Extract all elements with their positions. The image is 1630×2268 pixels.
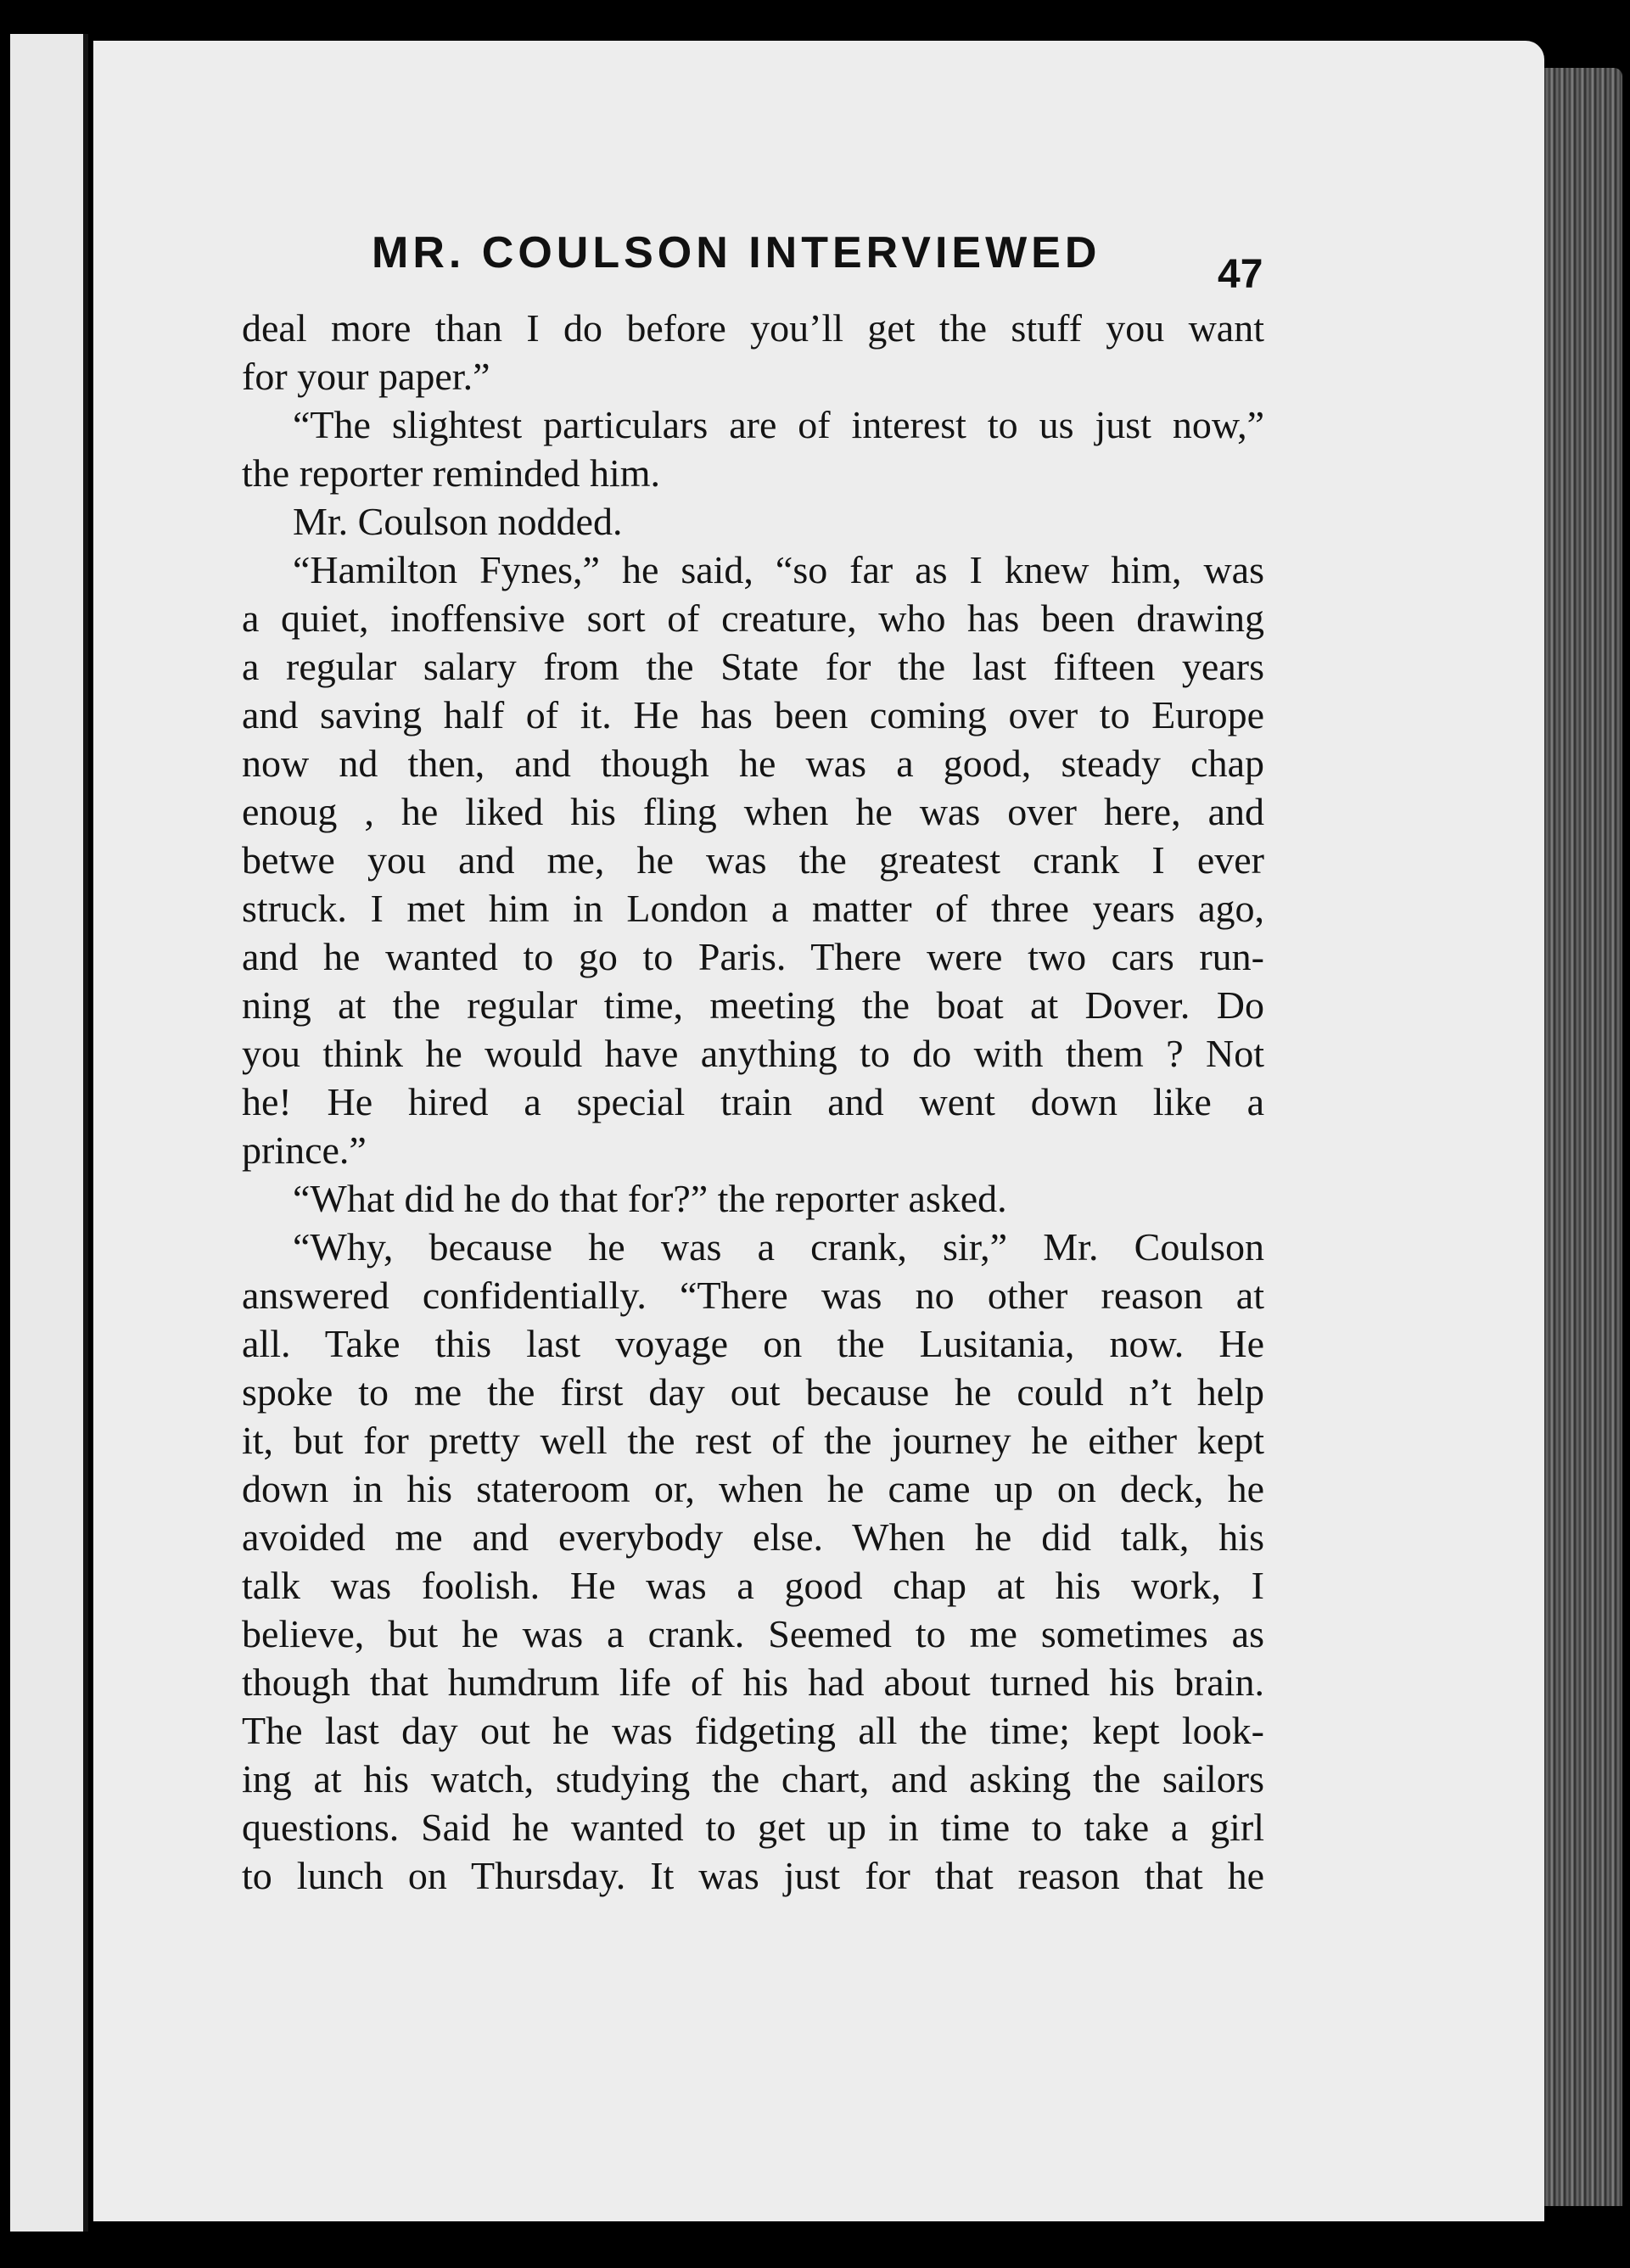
text-line: believe, but he was a crank. Seemed to me sometimes as xyxy=(242,1612,1264,1655)
running-head: MR. COULSON INTERVIEWED xyxy=(372,228,1101,277)
text-line: now nd then, and though he was a good, steady chap xyxy=(242,742,1264,785)
text-line: deal more than I do before you’ll get the stuff you want xyxy=(242,306,1264,350)
text-line: “The slightest particulars are of interest to us just now,” xyxy=(293,403,1264,446)
text-line: The last day out he was fidgeting all the time; kept look- xyxy=(242,1709,1264,1752)
facing-page-edge xyxy=(0,34,88,2232)
text-line: though that humdrum life of his had about turned his brain. xyxy=(242,1660,1264,1704)
text-line: ing at his watch, studying the chart, and asking the sailors xyxy=(242,1757,1264,1800)
text-line: “What did he do that for?” the reporter asked. xyxy=(293,1177,1007,1220)
text-line: “Why, because he was a crank, sir,” Mr. Coulson xyxy=(293,1225,1264,1268)
page-number: 47 xyxy=(1218,252,1263,297)
text-line: a quiet, inoffensive sort of creature, who has been drawing xyxy=(242,596,1264,640)
text-line: betwe you and me, he was the greatest crank I ever xyxy=(242,838,1264,882)
text-line: struck. I met him in London a matter of three years ago, xyxy=(242,887,1264,930)
text-line: a regular salary from the State for the last fifteen years xyxy=(242,645,1264,688)
text-line: all. Take this last voyage on the Lusitania, now. He xyxy=(242,1322,1264,1365)
text-line: Mr. Coulson nodded. xyxy=(293,500,623,543)
page-edge-stack xyxy=(1544,68,1622,2206)
text-line: ning at the regular time, meeting the boat at Dover. Do xyxy=(242,983,1264,1027)
text-line: answered confidentially. “There was no other reason at xyxy=(242,1274,1264,1317)
text-line: spoke to me the first day out because he could n’t help xyxy=(242,1370,1264,1414)
text-line: you think he would have anything to do with them ? Not xyxy=(242,1032,1264,1075)
text-line: talk was foolish. He was a good chap at his work, I xyxy=(242,1564,1264,1607)
text-line: and he wanted to go to Paris. There were two cars run- xyxy=(242,935,1264,978)
body-text xyxy=(242,304,1264,1900)
text-line: prince.” xyxy=(242,1128,367,1172)
text-line: enoug , he liked his fling when he was over here, and xyxy=(242,790,1264,833)
text-line: for your paper.” xyxy=(242,355,490,398)
text-line: avoided me and everybody else. When he did talk, his xyxy=(242,1515,1264,1559)
text-line: “Hamilton Fynes,” he said, “so far as I knew him, was xyxy=(293,548,1264,591)
text-line: the reporter reminded him. xyxy=(242,451,661,495)
text-line: to lunch on Thursday. It was just for that reason that he xyxy=(242,1854,1264,1897)
text-line: questions. Said he wanted to get up in time to take a girl xyxy=(242,1806,1264,1849)
text-line: and saving half of it. He has been coming over to Europe xyxy=(242,693,1264,736)
text-line: down in his stateroom or, when he came up on deck, he xyxy=(242,1467,1264,1510)
text-line: it, but for pretty well the rest of the journey he either kept xyxy=(242,1419,1264,1462)
text-line: he! He hired a special train and went down like a xyxy=(242,1080,1264,1123)
